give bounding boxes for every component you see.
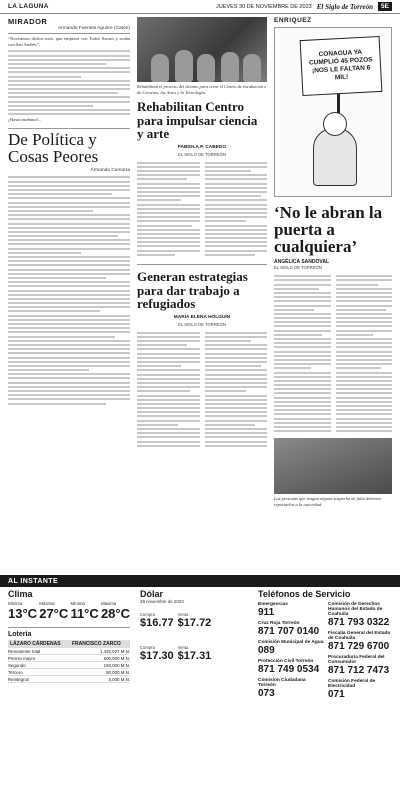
temp-min-2: 11°C xyxy=(70,606,99,621)
page-number: 5E xyxy=(378,2,392,11)
refugiados-source: EL SIGLO DE TORREÓN xyxy=(178,321,226,327)
centro-source: EL SIGLO DE TORREÓN xyxy=(178,151,226,157)
dolar-compra-2: $17.30 xyxy=(140,650,174,662)
puerta-photo xyxy=(274,438,392,494)
clima-title: Clima xyxy=(8,589,33,599)
politica-body xyxy=(8,176,130,404)
al-instante-bar: AL INSTANTE xyxy=(0,575,400,587)
mirador-byline: Armando Fuentes Aguirre (Catón) xyxy=(58,26,130,31)
dolar-venta-2: $17.31 xyxy=(177,650,212,662)
dolar-venta-1: $17.72 xyxy=(177,617,212,629)
loteria-rows xyxy=(8,648,130,683)
telefonos-box: Teléfonos de Servicio Emergencias 911 Cruz Roja Torreón 871 707 0140 Comisión Municipal de Agua 089 Protección Civil Torreón 871 749 0534 Comisión Ciudadana Torreón 073 Comisión de Derechos Humanos del Estado de Coahuila 871 793 0322 Fiscalía General del Estado de Coahuila 871 729 6700 Procuraduría Federal del Consumidor 871 712 7473 Comisión Federal de Electricidad 071 xyxy=(258,589,394,791)
page-header xyxy=(0,0,400,14)
column-center xyxy=(137,17,267,569)
table-row: Premio mayor 500,000 M.N. xyxy=(8,655,130,661)
politica-headline: De Política y Cosas Peores xyxy=(8,130,99,167)
politica-byline: Armando Camorra xyxy=(90,168,130,174)
dolar-compra-1: $16.77 xyxy=(140,617,174,629)
temp-max-1: 27°C xyxy=(39,606,69,621)
mirador-lead: “Novísimos dichos mex, que empieza con Todos Santos y acaba con San Andrés”. xyxy=(8,36,130,48)
editorial-cartoon xyxy=(274,27,392,197)
column-mirador xyxy=(8,17,130,569)
section-name: LA LAGUNA xyxy=(8,3,49,10)
cartoon-kicker: ENRIQUEZ xyxy=(274,17,312,24)
cartoon-sign: CONAGUA YA CUMPLIÓ 45 POZOS ¡NOS LE FALTAN 6 MIL! xyxy=(300,36,383,96)
centro-headline: Rehabilitan Centro para impulsar ciencia y arte xyxy=(137,99,258,141)
centro-author: FABIOLA P. CABEDO xyxy=(177,144,227,150)
dolar-title: Dólar xyxy=(140,589,164,599)
puerta-headline: ‘No le abran la puerta a cualquiera’ xyxy=(274,203,383,256)
table-row: Reintegros 5,000 M.N. xyxy=(8,676,130,682)
dolar-date: 29 noviembre de 2023 xyxy=(140,599,184,604)
mirador-signoff: ¡Hasta mañana!... xyxy=(8,117,42,123)
news-photo xyxy=(137,17,267,82)
table-row: Remanente total 1,432,027 M.N. xyxy=(8,648,130,654)
table-row: Tercero 50,000 M.N. xyxy=(8,669,130,675)
clima-box: Clima Mínima 13°C Máxima 27°C Mínima 11°C Máxima 28°C Lotería LÁZARO CÁRDENAS FRANCISCO ZARCO Remanente total 1,432,027 M.N. Premio mayor 500,000 M.N. Segundo 150,000 M.N. Tercero 50,000 M.N. Reintegros 5,000 M.N. xyxy=(8,589,130,682)
puerta-author: ANGÉLICA SANDOVAL xyxy=(274,259,329,265)
refugiados-author: MARÍA ELENA HOLGUÍN xyxy=(173,314,231,320)
puerta-body xyxy=(274,273,392,434)
column-right xyxy=(274,17,392,569)
mirador-kicker: MIRADOR xyxy=(8,17,48,26)
puerta-caption: Las personas que tengan alguna sospecha de falta deberán reportarlas a la autoridad. xyxy=(274,496,381,507)
dolar-box: Dólar 29 noviembre de 2023 Compra $16.77 Venta $17.72 Compra $17.30 Venta $17.31 xyxy=(140,589,250,789)
masthead-logo: El Siglo de Torreón xyxy=(316,2,374,11)
refugiados-body xyxy=(137,330,267,449)
telefonos-title: Teléfonos de Servicio xyxy=(258,589,351,599)
centro-body xyxy=(137,160,267,259)
photo-caption: Rehabilitan el proceso del decano para crear el Centro de Incubación e de Ciencias, las Artes y la Tecnología. xyxy=(137,84,267,95)
table-row: Segundo 150,000 M.N. xyxy=(8,662,130,668)
puerta-source: EL SIGLO DE TORREÓN xyxy=(274,265,322,270)
refugiados-headline: Generan estrategias para dar trabajo a refugiados xyxy=(137,269,248,311)
temp-min-1: 13°C xyxy=(8,606,38,621)
temp-max-2: 28°C xyxy=(100,606,130,621)
mirador-body xyxy=(8,50,130,115)
phone-911: 911 xyxy=(258,607,275,618)
loteria-table: LÁZARO CÁRDENAS FRANCISCO ZARCO xyxy=(8,640,130,648)
issue-date: JUEVES 30 DE NOVIEMBRE DE 2023 xyxy=(216,3,312,10)
